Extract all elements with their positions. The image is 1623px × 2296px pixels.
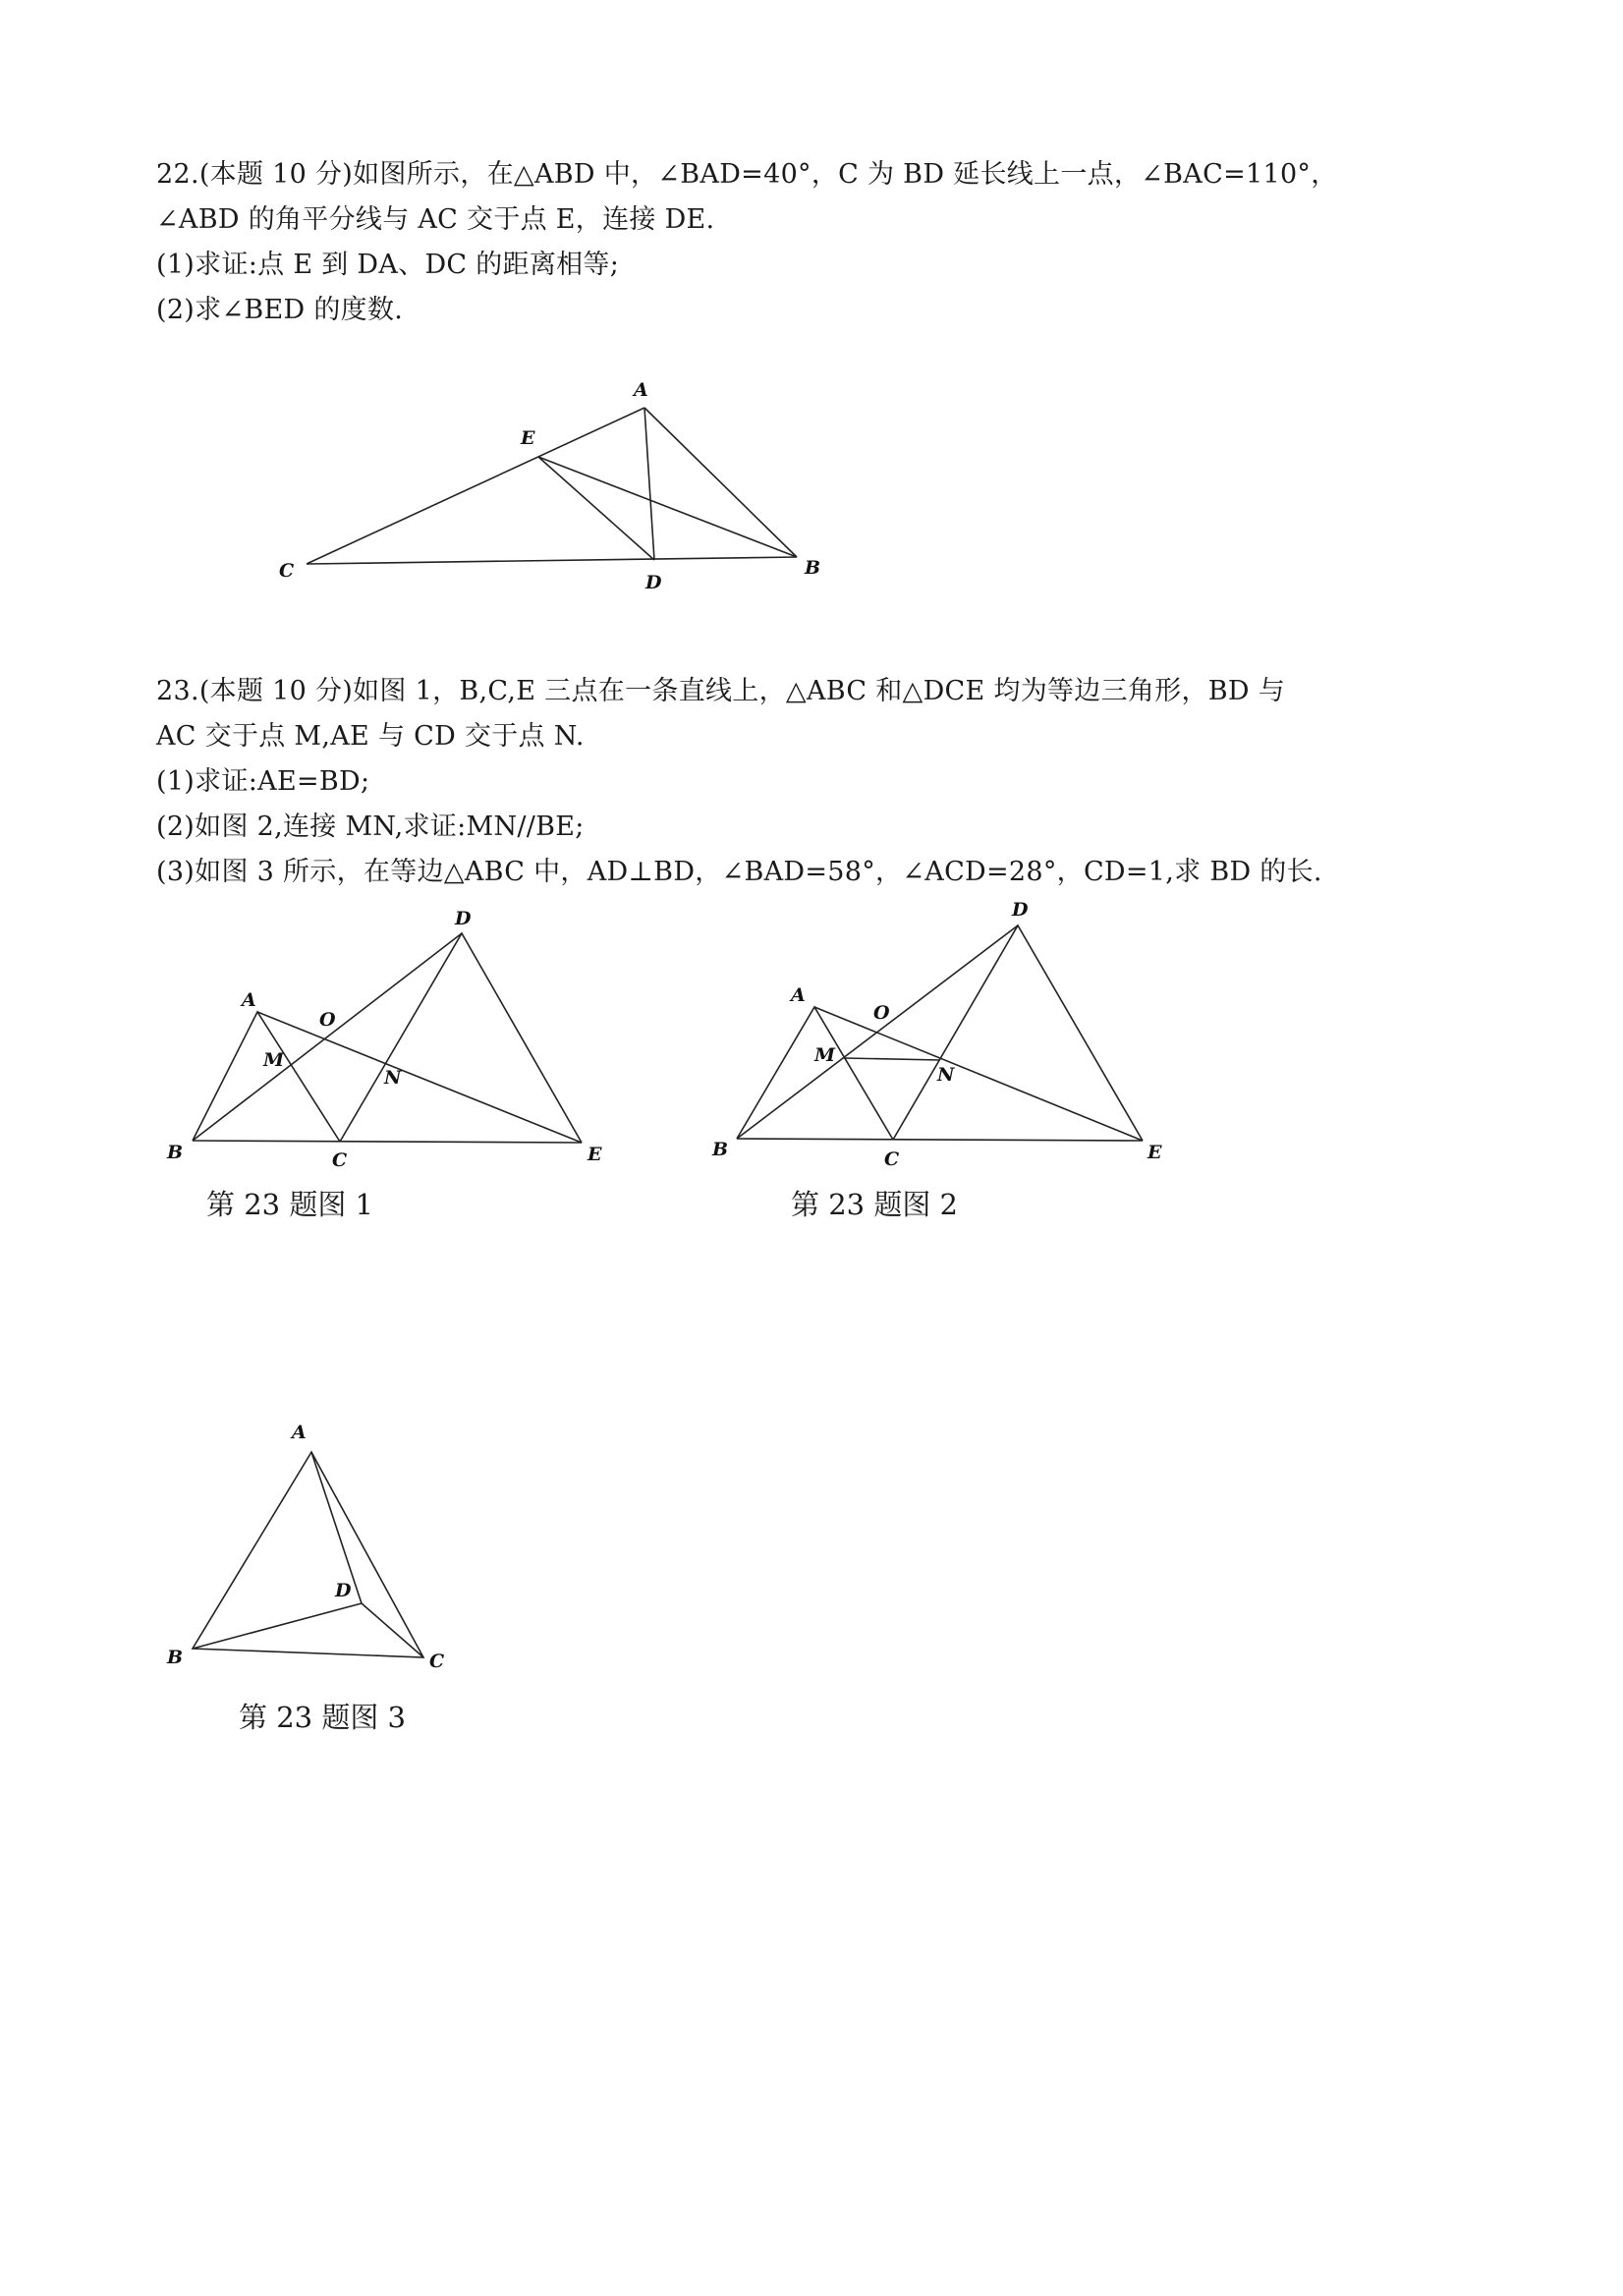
fig1-label-O: O [319, 1009, 336, 1031]
fig3-label-A: A [292, 1422, 307, 1443]
fig1-label-D: D [455, 908, 472, 929]
q23-line-4: (2)如图 2,连接 MN,求证:MN//BE; [156, 812, 585, 842]
fig3-caption: 第 23 题图 3 [239, 1701, 407, 1734]
fig3-label-B: B [167, 1647, 184, 1668]
fig3-label-D: D [335, 1580, 352, 1601]
fig2-caption: 第 23 题图 2 [791, 1188, 959, 1221]
fig1-label-B: B [167, 1142, 184, 1163]
q22-label-C: C [279, 560, 295, 582]
fig2-label-O: O [873, 1002, 890, 1024]
q23-line-2: AC 交于点 M,AE 与 CD 交于点 N. [156, 721, 585, 752]
fig1-label-N: N [384, 1067, 402, 1089]
fig1-caption: 第 23 题图 1 [206, 1188, 374, 1221]
fig2-label-B: B [712, 1139, 729, 1160]
q22-line-2: ∠ABD 的角平分线与 AC 交于点 E，连接 DE. [156, 204, 715, 235]
fig2-label-N: N [937, 1064, 955, 1086]
fig2-label-C: C [884, 1148, 900, 1170]
q22-line-1: 22.(本题 10 分)如图所示，在△ABD 中，∠BAD=40°，C 为 BD 延长线上一点，∠BAC=110°， [156, 159, 1338, 190]
fig2-label-A: A [791, 984, 806, 1006]
q22-line-3: (1)求证:点 E 到 DA、DC 的距离相等; [156, 250, 620, 280]
q23-line-5: (3)如图 3 所示，在等边△ABC 中，AD⊥BD，∠BAD=58°，∠ACD=28°，CD=1,求 BD 的长. [156, 857, 1322, 887]
fig1-label-E: E [588, 1144, 602, 1165]
fig1-label-A: A [242, 989, 256, 1011]
q22-label-B: B [805, 557, 821, 579]
fig2-label-E: E [1147, 1142, 1162, 1163]
q23-line-3: (1)求证:AE=BD; [156, 766, 370, 797]
q22-label-D: D [645, 572, 662, 593]
q22-label-E: E [521, 427, 535, 449]
fig1-label-M: M [263, 1049, 285, 1071]
fig3-segment-BD [193, 1603, 362, 1649]
fig3-segment-CD [362, 1603, 423, 1657]
fig2-label-D: D [1012, 899, 1029, 921]
fig1-label-C: C [332, 1149, 348, 1171]
fig2-label-M: M [814, 1044, 836, 1066]
q22-line-4: (2)求∠BED 的度数. [156, 295, 404, 325]
q23-line-1: 23.(本题 10 分)如图 1，B,C,E 三点在一条直线上，△ABC 和△DCE 均为等边三角形，BD 与 [156, 676, 1286, 706]
fig3-label-C: C [429, 1651, 445, 1672]
q22-label-A: A [634, 379, 648, 401]
